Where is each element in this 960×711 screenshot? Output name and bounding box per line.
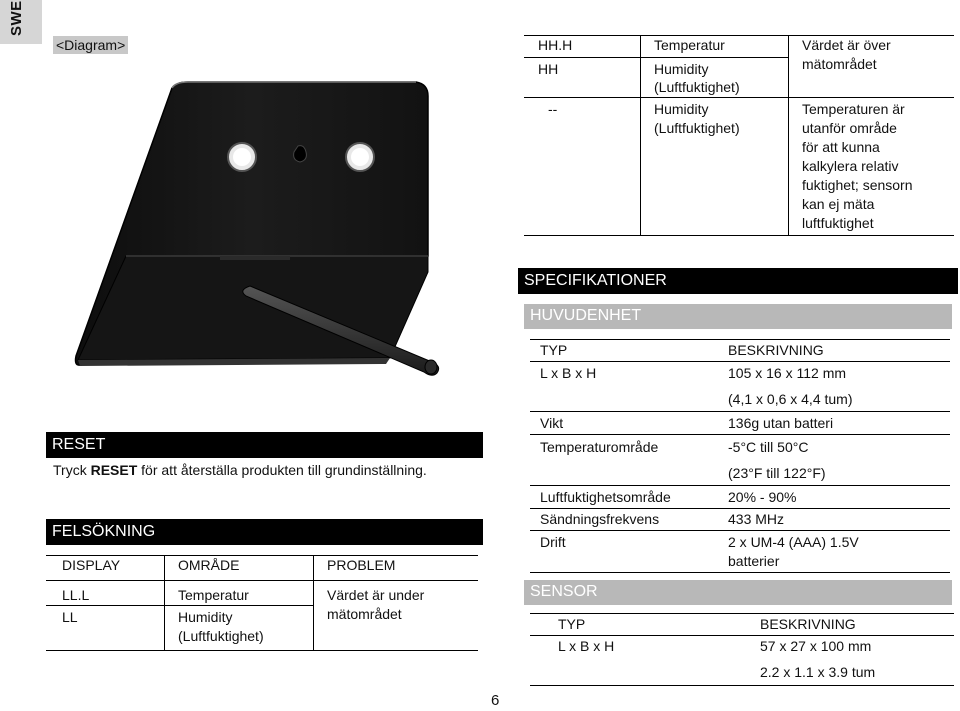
reset-heading: RESET — [46, 432, 483, 458]
table-cell: Temperatur — [654, 37, 725, 53]
table-cell: luftfuktighet — [802, 215, 874, 231]
table-cell: Humidity — [654, 61, 709, 77]
language-label: SWE — [8, 0, 25, 36]
th-type: TYP — [540, 342, 568, 358]
spec-type: Vikt — [540, 415, 564, 431]
table-cell: kalkylera relativ — [802, 158, 899, 174]
table-cell: Humidity — [654, 101, 709, 117]
reset-instructions — [53, 462, 427, 478]
spec-desc: 2 x UM-4 (AAA) 1.5V — [728, 534, 859, 550]
th-problem: PROBLEM — [327, 557, 396, 573]
table-cell: utanför område — [802, 120, 897, 136]
spec-desc: (23°F till 122°F) — [728, 465, 826, 481]
table-cell: fuktighet; sensorn — [802, 177, 913, 193]
page-number: 6 — [491, 692, 500, 709]
th-type: TYP — [558, 616, 586, 632]
th-description: BESKRIVNING — [728, 342, 824, 358]
table-cell: (Luftfuktighet) — [654, 120, 740, 136]
spec-desc: batterier — [728, 553, 780, 569]
spec-type: Temperaturområde — [540, 439, 659, 455]
table-cell: HH.H — [538, 37, 573, 53]
language-tab — [0, 0, 42, 44]
main-unit-heading: HUVUDENHET — [524, 304, 952, 329]
diagram-tag: <Diagram> — [53, 36, 128, 54]
table-cell: Temperaturen är — [802, 101, 905, 117]
table-cell: HH — [538, 61, 559, 77]
table-cell: mätområdet — [327, 606, 402, 622]
reset-text-bold: RESET — [90, 462, 138, 478]
spec-desc: 57 x 27 x 100 mm — [760, 638, 872, 654]
spec-desc: -5°C till 50°C — [728, 439, 809, 455]
table-cell: mätområdet — [802, 56, 877, 72]
table-cell: LL — [62, 609, 78, 625]
table-cell: Värdet är under — [327, 587, 425, 603]
spec-type: Drift — [540, 534, 566, 550]
troubleshooting-heading: FELSÖKNING — [46, 519, 483, 545]
spec-type: L x B x H — [558, 638, 615, 654]
device-back-illustration — [60, 60, 500, 420]
table-cell: kan ej mäta — [802, 196, 875, 212]
table-cell: -- — [548, 101, 558, 117]
spec-type: Sändningsfrekvens — [540, 511, 660, 527]
table-cell: (Luftfuktighet) — [178, 628, 264, 644]
reset-text-after: för att återställa produkten till grundinställning. — [137, 462, 427, 478]
reset-text-before: Tryck — [53, 462, 91, 478]
table-cell: för att kunna — [802, 139, 880, 155]
table-cell: LL.L — [62, 587, 90, 603]
spec-desc: (4,1 x 0,6 x 4,4 tum) — [728, 391, 853, 407]
table-cell: (Luftfuktighet) — [654, 79, 740, 95]
th-area: OMRÅDE — [178, 557, 240, 573]
table-cell: Temperatur — [178, 587, 249, 603]
specifications-heading: SPECIFIKATIONER — [518, 268, 958, 294]
th-description: BESKRIVNING — [760, 616, 856, 632]
table-cell: Värdet är över — [802, 37, 891, 53]
spec-desc: 136g utan batteri — [728, 415, 834, 431]
spec-desc: 2.2 x 1.1 x 3.9 tum — [760, 664, 876, 680]
spec-desc: 105 x 16 x 112 mm — [728, 365, 847, 381]
th-display: DISPLAY — [62, 557, 121, 573]
spec-desc: 433 MHz — [728, 511, 785, 527]
spec-type: Luftfuktighetsområde — [540, 489, 671, 505]
sensor-heading: SENSOR — [524, 580, 952, 605]
table-cell: Humidity — [178, 609, 233, 625]
spec-desc: 20% - 90% — [728, 489, 797, 505]
spec-type: L x B x H — [540, 365, 597, 381]
